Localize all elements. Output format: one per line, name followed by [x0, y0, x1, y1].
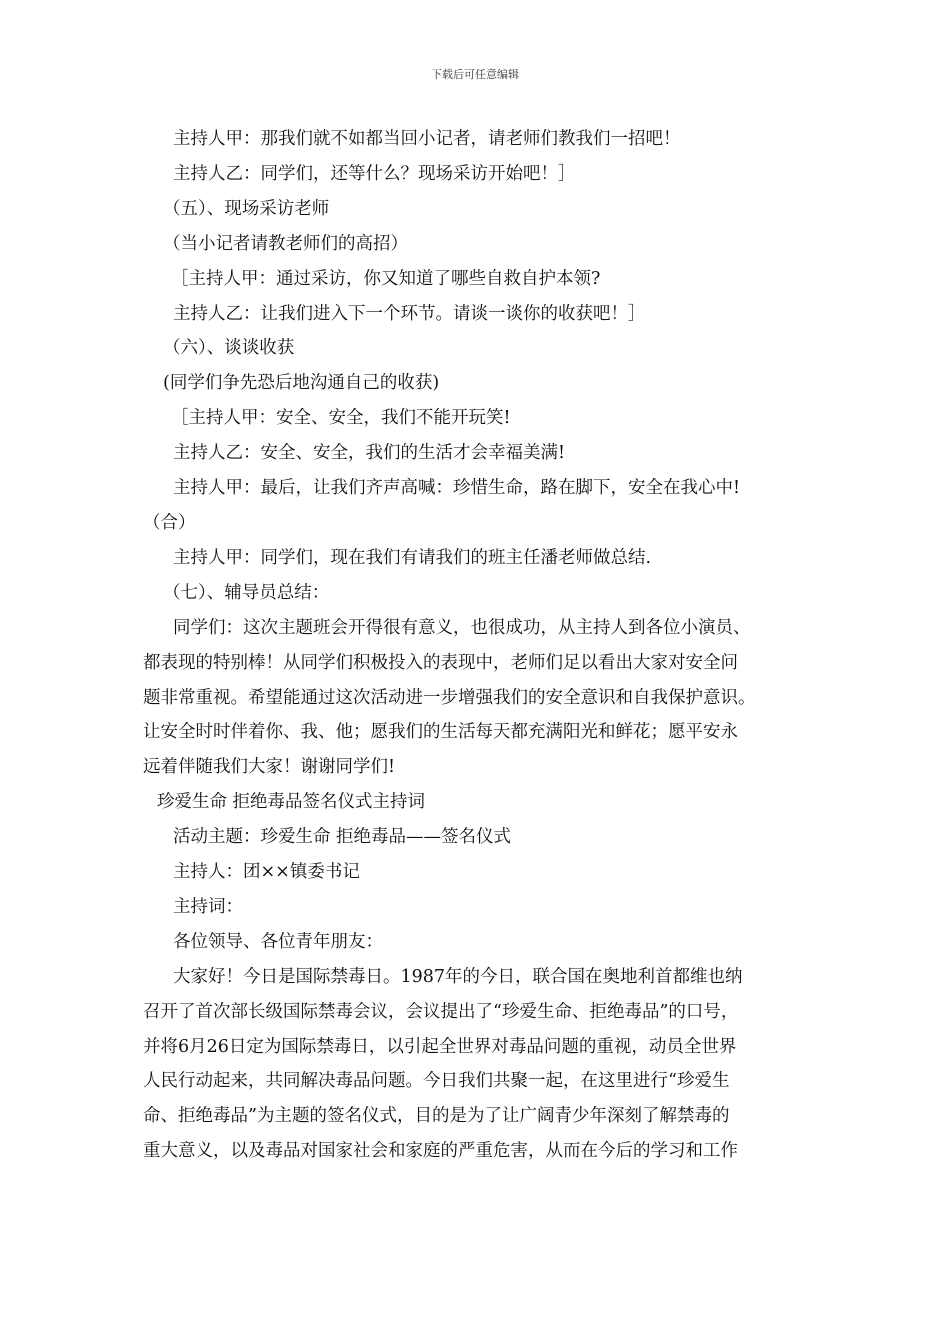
section-heading: （七）、辅导员总结：	[163, 582, 330, 603]
dialogue-line: 主持人甲：最后，让我们齐声高喊：珍惜生命，路在脚下，安全在我心中!	[173, 478, 741, 499]
dialogue-line: （合）	[143, 512, 196, 533]
paragraph-line: 远着伴随我们大家！谢谢同学们!	[143, 757, 396, 778]
dialogue-line: 主持人甲：那我们就不如都当回小记者，请老师们教我们一招吧！	[173, 129, 681, 149]
paragraph-line: 都表现的特别棒！从同学们积极投入的表现中，老师们足以看出大家对安全问	[143, 652, 738, 673]
paragraph-line: 召开了首次部长级国际禁毒会议，会议提出了“珍爱生命、拒绝毒品”的口号，	[143, 1001, 739, 1022]
paragraph-line: 重大意义，以及毒品对国家社会和家庭的严重危害，从而在今后的学习和工作	[143, 1141, 738, 1162]
document-title: 珍爱生命 拒绝毒品签名仪式主持词	[157, 792, 426, 813]
paragraph-line: 主持人：团××镇委书记	[173, 862, 360, 883]
paragraph-line: 让安全时时伴着你、我、他；愿我们的生活每天都充满阳光和鲜花；愿平安永	[143, 722, 738, 743]
paragraph-line: 命、拒绝毒品”为主题的签名仪式，目的是为了让广阔青少年深刻了解禁毒的	[143, 1106, 730, 1127]
paragraph-line: 并将6月26日定为国际禁毒日，以引起全世界对毒品问题的重视，动员全世界	[143, 1036, 737, 1057]
paragraph-line: 题非常重视。希望能通过这次活动进一步增强我们的安全意识和自我保护意识。	[143, 687, 756, 708]
dialogue-line: ［主持人甲：安全、安全，我们不能开玩笑!	[171, 408, 511, 429]
section-heading: （五）、现场采访老师	[163, 198, 330, 219]
paragraph-line: 大家好！今日是国际禁毒日。1987年的今日，联合国在奥地利首都维也纳	[173, 966, 743, 987]
dialogue-line: 主持人甲：同学们，现在我们有请我们的班主任潘老师做总结.	[173, 547, 652, 568]
paragraph-line: 主持词：	[173, 896, 243, 917]
section-heading: （六）、谈谈收获	[163, 338, 295, 359]
stage-direction: (同学们争先恐后地沟通自己的收获)	[163, 373, 440, 394]
page-header: 下载后可任意编辑	[431, 68, 519, 81]
dialogue-line: ［主持人甲：通过采访，你又知道了哪些自救自护本领?	[171, 268, 601, 289]
dialogue-line: 主持人乙：同学们，还等什么？现场采访开始吧！］	[173, 163, 576, 184]
paragraph-line: 人民行动起来，共同解决毒品问题。今日我们共聚一起，在这里进行“珍爱生	[143, 1071, 730, 1092]
paragraph-line: 同学们：这次主题班会开得很有意义，也很成功，从主持人到各位小演员、	[173, 617, 751, 638]
paragraph-line: 活动主题：珍爱生命 拒绝毒品——签名仪式	[173, 827, 512, 848]
paragraph-line: 各位领导、各位青年朋友：	[173, 931, 383, 952]
document-body	[143, 122, 823, 1169]
dialogue-line: 主持人乙：安全、安全，我们的生活才会幸福美满!	[173, 443, 566, 464]
stage-direction: （当小记者请教老师们的高招）	[163, 233, 408, 254]
dialogue-line: 主持人乙：让我们进入下一个环节。请谈一谈你的收获吧！］	[173, 303, 646, 324]
